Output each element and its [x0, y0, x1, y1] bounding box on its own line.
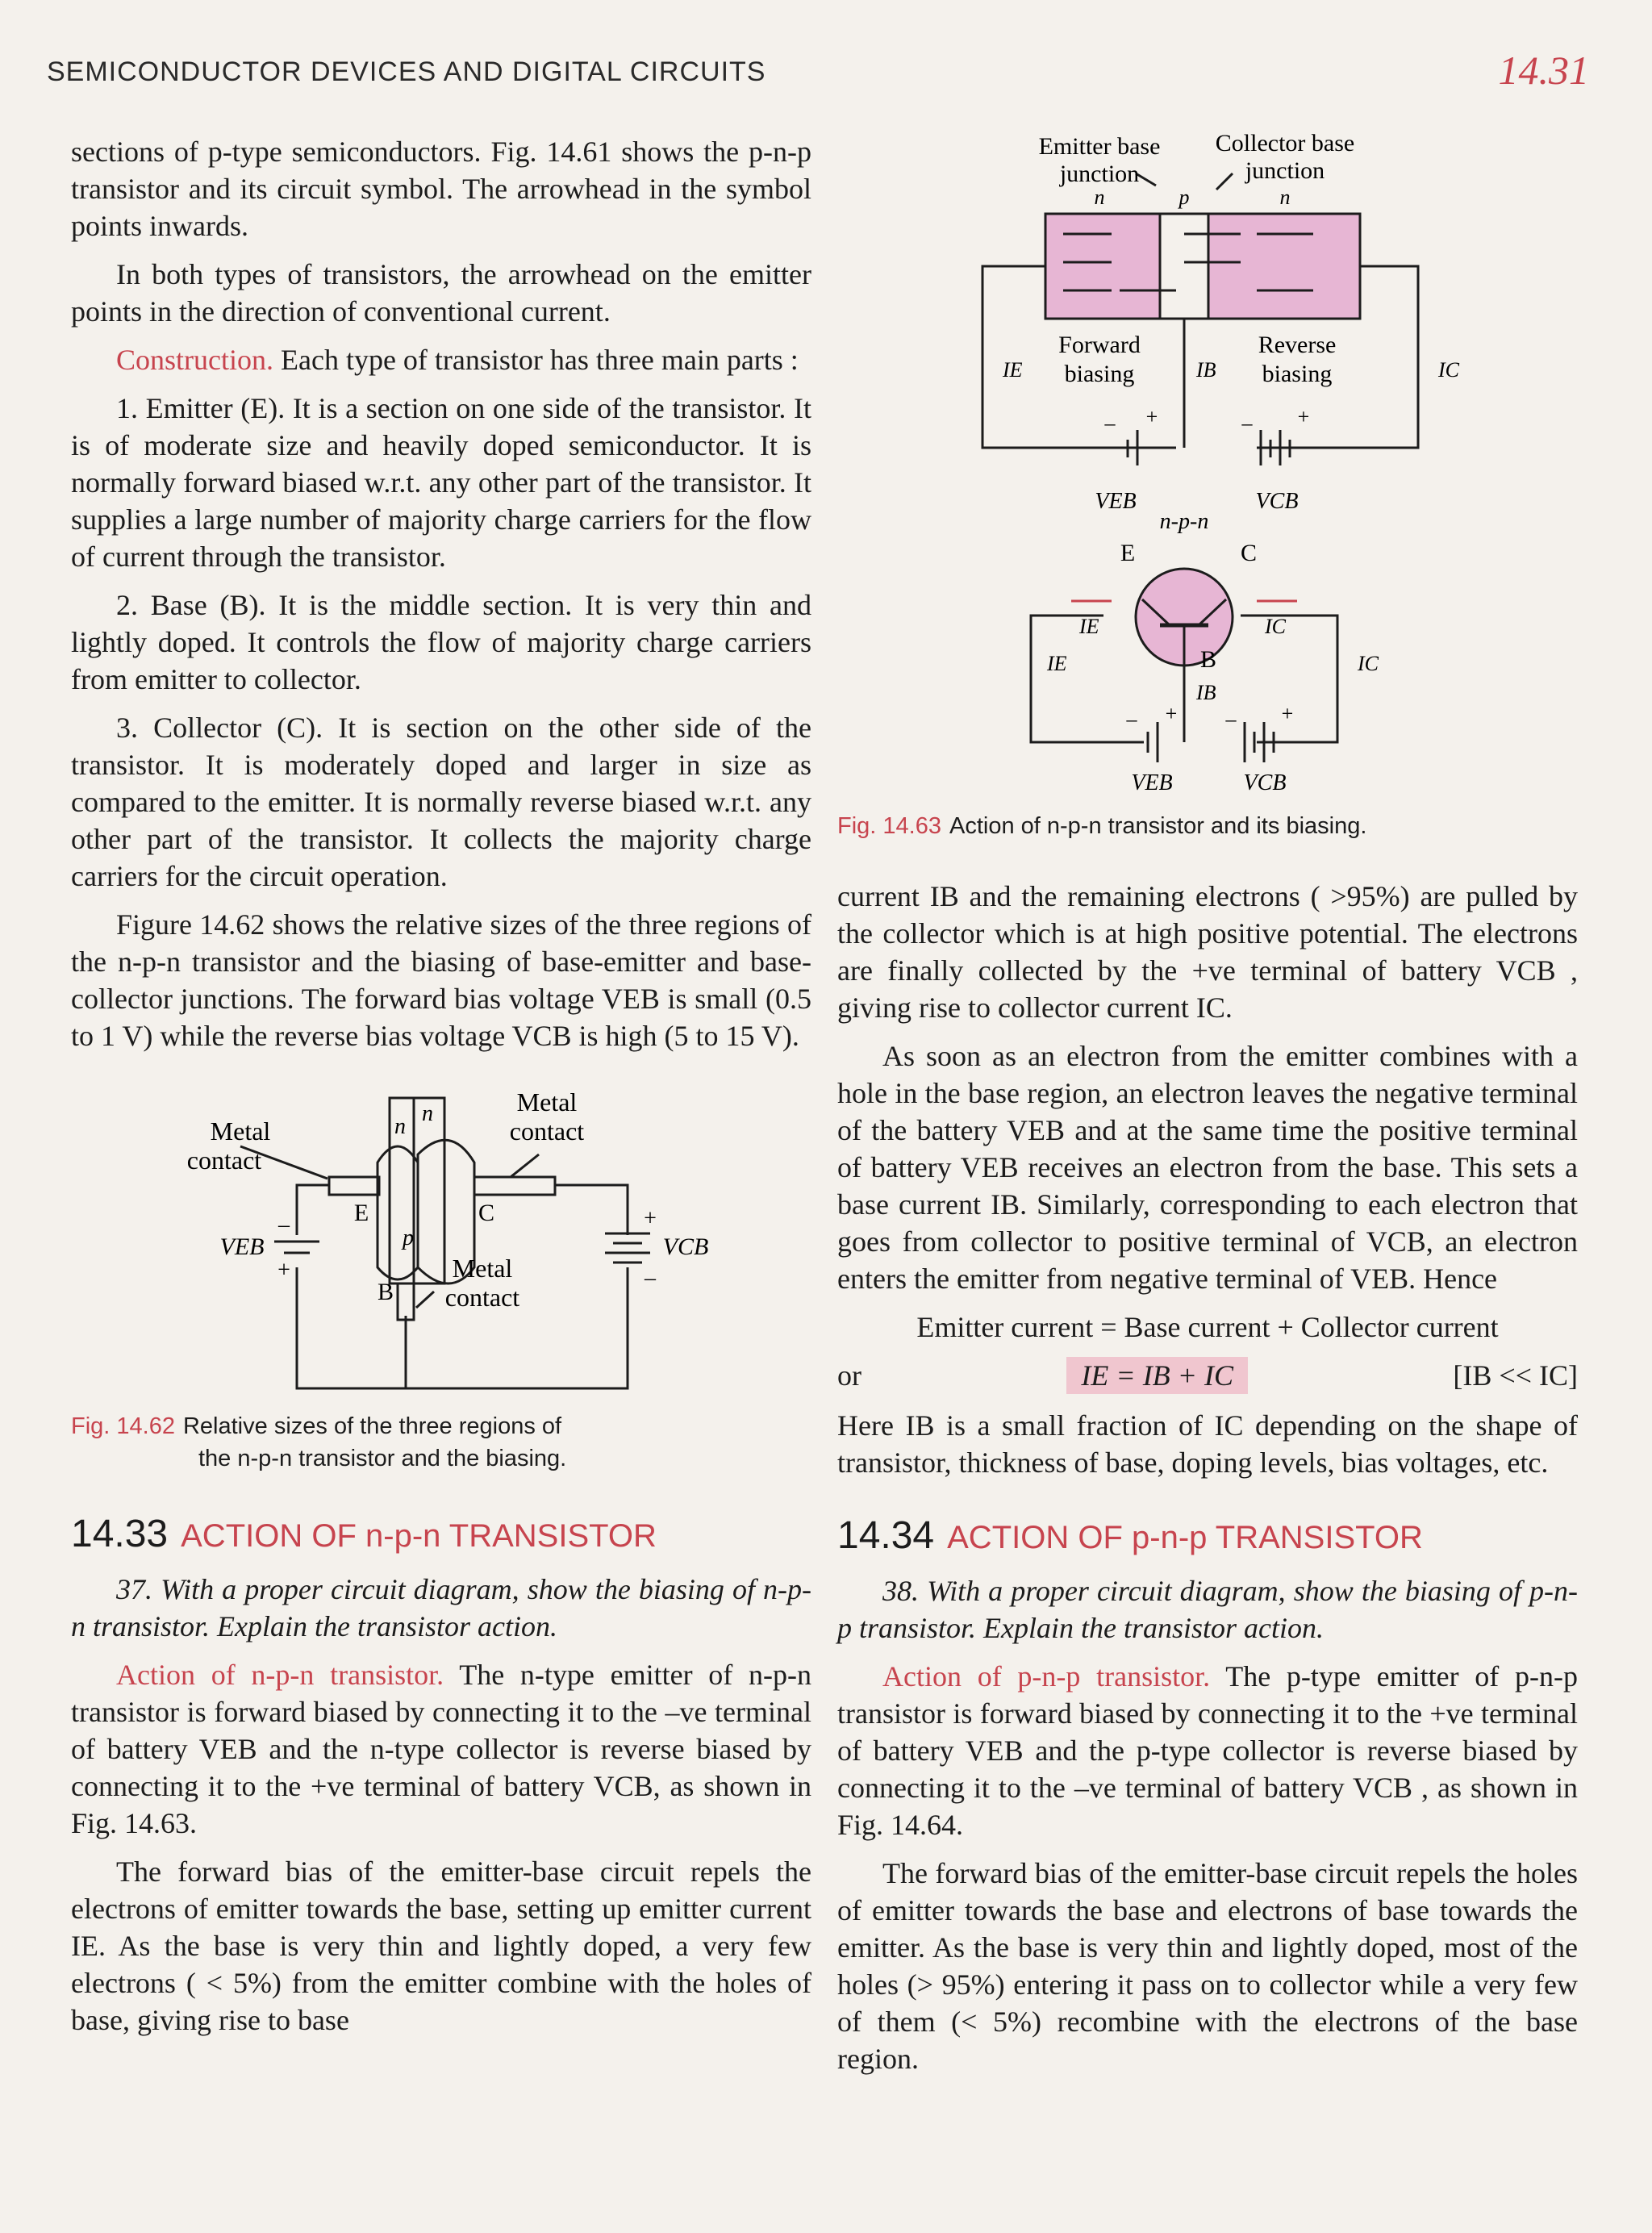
paragraph: Figure 14.62 shows the relative sizes of the three regions of the n-p-n transistor and the biasing of base-emitter and base-collector junctions. The forward bias voltage VEB is small (0.5 to 1 V) while the reverse bias voltage VCB is high (5 to 15 V). [71, 908, 811, 1052]
label-plus-1: + [1145, 405, 1158, 428]
label-p-base: p [403, 1225, 414, 1250]
label-b: B [1199, 646, 1217, 673]
run-in-heading: Action of n-p-n transistor. [116, 1659, 444, 1691]
paragraph [71, 1656, 811, 1842]
section-14-34-heading [837, 1513, 1578, 1558]
label-veb-plus: + [277, 1258, 290, 1283]
label-ie-top: IE [1003, 358, 1023, 382]
figure-14-63-caption [837, 810, 1578, 842]
caption-line-2: the n-p-n transistor and the biasing. [198, 1446, 567, 1471]
label-n-collector: n [422, 1101, 433, 1126]
label-ie-bottom: IE [1047, 652, 1067, 675]
label-metal-contact-bottom-2: contact [444, 1283, 520, 1312]
label-veb-bottom: VEB [1131, 770, 1173, 795]
label-c: C [1240, 540, 1258, 566]
paragraph: 2. Base (B). It is the middle section. It is very thin and lightly doped. It controls the flow of majority charge carriers from emitter to collector. [71, 589, 811, 695]
section-title: ACTION OF p-n-p TRANSISTOR [947, 1520, 1423, 1555]
label-plus-4: + [1281, 702, 1294, 725]
label-vcb-bottom: VCB [1243, 770, 1287, 795]
label-ic-bottom: IC [1358, 652, 1379, 675]
label-ic-top: IC [1438, 358, 1459, 382]
label-npn: n-p-n [1159, 509, 1209, 534]
paragraph: current IB and the remaining electrons ( >95%) are pulled by the collector which is at high positive potential. The electrons are finally collected by the +ve terminal of battery VCB , giving rise to collector current IC. [837, 880, 1578, 1024]
label-ib-top: IB [1196, 358, 1216, 382]
label-veb-minus: – [278, 1212, 290, 1238]
label-p-mid: p [1179, 186, 1190, 209]
page-number: 14.31 [1498, 48, 1589, 93]
label-collector-base-1: Collector base [1215, 130, 1355, 157]
figure-14-62-caption [71, 1410, 811, 1475]
label-vcb-minus: – [645, 1266, 656, 1291]
label-n-left: n [1094, 186, 1105, 209]
label-minus-3: – [1126, 707, 1137, 731]
equation-or: or [837, 1359, 861, 1392]
paragraph: In both types of transistors, the arrowhead on the emitter points in the direction of conventional current. [71, 258, 811, 328]
label-n-emitter: n [394, 1114, 406, 1139]
paragraph: Here IB is a small fraction of IC depending on the shape of transistor, thickness of base, doping levels, bias voltages, etc. [837, 1409, 1578, 1479]
paragraph: The forward bias of the emitter-base circuit repels the holes of emitter towards the base and electrons of base towards the emitter. As the base is very thin and lightly doped, most of the holes (> 95%) entering it pass on to collector while a very few of them (< 5%) recombine with the electrons of the base region. [837, 1857, 1578, 2075]
question-37: 37. With a proper circuit diagram, show the biasing of n-p-n transistor. Explain the transistor action. [71, 1573, 811, 1642]
label-metal-contact-left-1: Metal [210, 1116, 271, 1146]
label-metal-contact-right-1: Metal [516, 1087, 578, 1116]
paragraph-text: The p-type emitter of p-n-p transistor is forward biased by connecting it to the +ve terminal of battery VEB and the p-type collector is reverse biased by connecting it to the –ve terminal of battery VCB , as shown in Fig. 14.64. [837, 1660, 1578, 1841]
equation-condition: [IB << IC] [1453, 1359, 1578, 1392]
section-title: ACTION OF n-p-n TRANSISTOR [181, 1518, 657, 1554]
label-ic-arrow: IC [1265, 615, 1286, 638]
label-forward-2: biasing [1064, 361, 1135, 387]
paragraph: sections of p-type semiconductors. Fig. 14.61 shows the p-n-p transistor and its circuit symbol. The arrowhead in the symbol points inwards. [71, 136, 811, 242]
figure-label: Fig. 14.62 [71, 1413, 175, 1439]
section-14-33-heading [71, 1512, 811, 1556]
label-vcb-plus: + [644, 1206, 657, 1231]
right-column [837, 130, 1578, 2089]
label-minus-1: – [1104, 411, 1116, 435]
label-reverse-2: biasing [1262, 361, 1333, 387]
paragraph-text: The n-type emitter of n-p-n transistor is forward biased by connecting it to the –ve terminal of battery VEB and the n-type collector is reverse biased by connecting it to the +ve terminal of battery VCB, as shown in Fig. 14.63. [71, 1659, 811, 1839]
paragraph: The forward bias of the emitter-base circuit repels the electrons of emitter towards the base, setting up emitter current IE. As the base is very thin and lightly doped, a very few electrons ( < 5%) from the emitter combine with the holes of base, giving rise to base [71, 1855, 811, 2036]
label-emitter-base-2: junction [1059, 161, 1140, 187]
label-e: E [1120, 540, 1136, 566]
figure-14-62 [71, 1066, 811, 1396]
label-n-right: n [1279, 186, 1291, 209]
label-metal-contact-left-2: contact [186, 1146, 262, 1175]
label-b: B [377, 1279, 394, 1305]
label-metal-contact-right-2: contact [509, 1116, 585, 1146]
paragraph: 3. Collector (C). It is section on the other side of the transistor. It is moderately doped and larger in size as compared to the emitter. It is normally reverse biased w.r.t. any other part of the transistor. It collects the majority charge carriers for the circuit operation. [71, 712, 811, 892]
paragraph: 1. Emitter (E). It is a section on one side of the transistor. It is of moderate size and heavily doped semiconductor. It is normally forward biased w.r.t. any other part of the transistor. It supplies a large number of majority charge carriers for the flow of current through the transistor. [71, 392, 811, 573]
label-collector-base-2: junction [1245, 157, 1325, 184]
label-veb: VEB [219, 1233, 265, 1260]
equation-words: Emitter current = Base current + Collector current [916, 1311, 1499, 1343]
equation-row [837, 1357, 1578, 1394]
label-emitter-base-1: Emitter base [1038, 133, 1161, 160]
figure-label: Fig. 14.63 [837, 813, 941, 839]
label-reverse-1: Reverse [1258, 332, 1337, 358]
section-number: 14.34 [837, 1514, 935, 1557]
caption-line-1: Relative sizes of the three regions of [182, 1413, 562, 1439]
label-forward-1: Forward [1058, 332, 1141, 358]
label-ie-arrow: IE [1079, 615, 1099, 638]
paragraph: As soon as an electron from the emitter combines with a hole in the base region, an electron leaves the negative terminal of the battery VEB and at the same time the positive terminal of battery VEB receives an electron from the base. This sets a base current IB. Similarly, corresponding to each electron that goes from collector to positive terminal of VCB, an electron enters the emitter from negative terminal of VEB. Hence [837, 1040, 1578, 1295]
paragraph [837, 1658, 1578, 1843]
section-number: 14.33 [71, 1513, 169, 1555]
label-metal-contact-bottom-1: Metal [452, 1254, 513, 1283]
figure-14-63 [837, 125, 1578, 795]
run-in-heading: Construction. [116, 344, 273, 376]
left-column [71, 133, 811, 2050]
question-38: 38. With a proper circuit diagram, show the biasing of p-n-p transistor. Explain the transistor action. [837, 1575, 1578, 1644]
label-veb-top: VEB [1095, 489, 1137, 514]
label-plus-2: + [1297, 405, 1310, 428]
label-e: E [353, 1200, 369, 1226]
label-vcb: VCB [662, 1233, 709, 1260]
label-ib-bottom: IB [1196, 681, 1216, 704]
label-minus-2: – [1241, 411, 1253, 435]
running-title: SEMICONDUCTOR DEVICES AND DIGITAL CIRCUITS [47, 56, 766, 87]
paragraph-text: Each type of transistor has three main parts : [273, 344, 799, 376]
equation-box: IE = IB + IC [1066, 1357, 1248, 1394]
label-plus-3: + [1165, 702, 1178, 725]
run-in-heading: Action of p-n-p transistor. [882, 1660, 1211, 1692]
paragraph [71, 341, 811, 378]
caption-text: Action of n-p-n transistor and its biasing. [949, 813, 1367, 839]
label-c: C [478, 1200, 495, 1226]
label-minus-4: – [1225, 707, 1237, 731]
label-vcb-top: VCB [1255, 489, 1299, 514]
